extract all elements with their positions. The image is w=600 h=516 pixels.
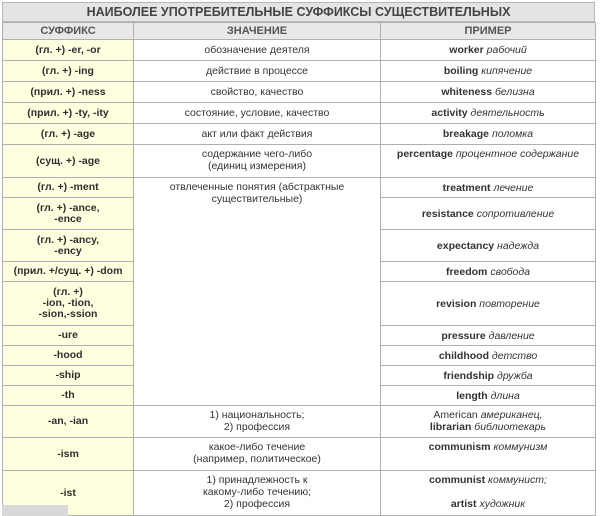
table-row bbox=[3, 406, 596, 438]
example-cell bbox=[381, 438, 596, 471]
example-cell bbox=[381, 326, 596, 346]
example-cell bbox=[381, 103, 596, 124]
suffix-line: -sion,-ssion bbox=[38, 308, 98, 320]
meaning-line: 2) профессия bbox=[223, 421, 291, 433]
example-translation: деятельность bbox=[470, 107, 545, 119]
example-translation: свобода bbox=[490, 265, 531, 278]
header-meaning: ЗНАЧЕНИЕ bbox=[134, 23, 381, 40]
suffix-cell: (гл. +) -ment bbox=[3, 178, 134, 198]
example-cell bbox=[381, 40, 596, 61]
table-row bbox=[3, 145, 596, 178]
suffix-cell: (прил. +) -ty, -ity bbox=[3, 103, 134, 124]
suffix-line: -ency bbox=[54, 244, 82, 257]
example-translation: кипячение bbox=[481, 65, 533, 77]
meaning-cell bbox=[134, 438, 381, 471]
meaning-cell bbox=[134, 406, 381, 438]
example-word: breakage bbox=[442, 128, 490, 140]
example-translation: сопротивление bbox=[476, 207, 555, 220]
example-cell bbox=[381, 262, 596, 282]
meaning-line: (единиц измерения) bbox=[208, 160, 306, 172]
example-word: boiling bbox=[443, 65, 479, 77]
example-translation: длина bbox=[490, 389, 520, 402]
suffix-table bbox=[2, 22, 596, 516]
example-translation: коммунист; bbox=[488, 474, 547, 486]
example-translation: лечение bbox=[493, 181, 534, 194]
suffix-line: -ence bbox=[54, 212, 82, 225]
example-cell bbox=[381, 366, 596, 386]
example-word: artist bbox=[450, 498, 477, 510]
example-cell bbox=[381, 282, 596, 326]
example-word: resistance bbox=[421, 207, 474, 220]
suffix-cell bbox=[3, 282, 134, 326]
example-cell bbox=[381, 471, 596, 516]
example-cell bbox=[381, 406, 596, 438]
suffix-cell: -ism bbox=[3, 438, 134, 471]
header-suffix: СУФФИКС bbox=[3, 23, 134, 40]
example-cell bbox=[381, 346, 596, 366]
example-cell bbox=[381, 82, 596, 103]
meaning-cell: действие в процессе bbox=[134, 61, 381, 82]
table-row bbox=[3, 103, 596, 124]
suffix-line: (гл. +) -ance, bbox=[36, 201, 100, 214]
example-word: pressure bbox=[441, 329, 486, 342]
example-word: whiteness bbox=[441, 86, 493, 98]
suffix-cell: (гл. +) -er, -or bbox=[3, 40, 134, 61]
example-translation: дружба bbox=[497, 369, 533, 382]
meaning-cell: свойство, качество bbox=[134, 82, 381, 103]
table-row bbox=[3, 61, 596, 82]
meaning-line: 1) принадлежность к bbox=[206, 474, 308, 486]
example-translation: надежда bbox=[497, 239, 540, 252]
suffix-cell: -ure bbox=[3, 326, 134, 346]
table-row bbox=[3, 124, 596, 145]
meaning-line: 1) национальность; bbox=[209, 409, 305, 421]
example-word: communism bbox=[428, 441, 491, 453]
example-word: percentage bbox=[396, 148, 453, 160]
page-footer-bar bbox=[2, 505, 68, 516]
example-translation: детство bbox=[491, 349, 538, 362]
example-translation: повторение bbox=[479, 297, 540, 310]
suffix-cell: (гл. +) -ing bbox=[3, 61, 134, 82]
suffix-line: (гл. +) -ancy, bbox=[36, 233, 100, 246]
table-row bbox=[3, 40, 596, 61]
example-translation: рабочий bbox=[486, 44, 527, 56]
example-translation: поломка bbox=[491, 128, 534, 140]
example-cell bbox=[381, 124, 596, 145]
suffix-cell: (прил. +/сущ. +) -dom bbox=[3, 262, 134, 282]
example-word: friendship bbox=[443, 369, 495, 382]
example-cell bbox=[381, 386, 596, 406]
suffix-line: -ion, -tion, bbox=[42, 297, 94, 309]
table-row bbox=[3, 438, 596, 471]
example-translation: белизна bbox=[495, 86, 535, 98]
example-word: treatment bbox=[442, 181, 491, 194]
suffix-line: (гл. +) bbox=[53, 286, 83, 298]
table-row bbox=[3, 178, 596, 198]
meaning-cell bbox=[134, 471, 381, 516]
suffix-cell bbox=[3, 230, 134, 262]
meaning-cell: обозначение деятеля bbox=[134, 40, 381, 61]
example-word: communist bbox=[429, 474, 486, 486]
example-translation: библиотекарь bbox=[474, 421, 547, 433]
meaning-cell bbox=[134, 178, 381, 406]
example-word: worker bbox=[449, 44, 484, 56]
suffix-cell: -ist bbox=[3, 471, 134, 516]
example-cell bbox=[381, 198, 596, 230]
example-word: revision bbox=[436, 297, 477, 310]
example-cell bbox=[381, 178, 596, 198]
example-word: length bbox=[456, 389, 488, 402]
table-row bbox=[3, 471, 596, 516]
header-example: ПРИМЕР bbox=[381, 23, 596, 40]
suffix-cell: -hood bbox=[3, 346, 134, 366]
meaning-cell: состояние, условие, качество bbox=[134, 103, 381, 124]
example-translation: американец, bbox=[480, 409, 543, 421]
meaning-line: (например, политическое) bbox=[193, 453, 321, 465]
example-word: freedom bbox=[445, 265, 488, 278]
suffix-cell: (прил. +) -ness bbox=[3, 82, 134, 103]
example-translation: давление bbox=[488, 329, 535, 342]
example-word: activity bbox=[431, 107, 468, 119]
meaning-line: отвлеченные понятия (абстрактные bbox=[169, 181, 345, 193]
suffix-cell: -th bbox=[3, 386, 134, 406]
meaning-line: содержание чего-либо bbox=[201, 148, 313, 160]
meaning-line: какому-либо течению; bbox=[202, 486, 311, 498]
suffix-cell bbox=[3, 198, 134, 230]
example-word: childhood bbox=[438, 349, 489, 362]
meaning-cell: акт или факт действия bbox=[134, 124, 381, 145]
meaning-line: какое-либо течение bbox=[208, 441, 306, 453]
example-translation: художник bbox=[479, 498, 526, 510]
header-row bbox=[3, 23, 596, 40]
table-title: НАИБОЛЕЕ УПОТРЕБИТЕЛЬНЫЕ СУФФИКСЫ СУЩЕСТВИТЕЛЬНЫХ bbox=[2, 2, 595, 22]
example-translation: процентное содержание bbox=[455, 148, 580, 160]
suffix-cell: (сущ. +) -age bbox=[3, 145, 134, 178]
example-cell bbox=[381, 61, 596, 82]
table-row bbox=[3, 82, 596, 103]
meaning-line: 2) профессия bbox=[223, 498, 291, 510]
suffix-cell: -an, -ian bbox=[3, 406, 134, 438]
suffix-cell: -ship bbox=[3, 366, 134, 386]
example-word: librarian bbox=[429, 421, 472, 433]
meaning-line: существительные) bbox=[211, 193, 303, 205]
suffix-cell: (гл. +) -age bbox=[3, 124, 134, 145]
example-cell bbox=[381, 230, 596, 262]
example-word: expectancy bbox=[436, 239, 495, 252]
example-cell bbox=[381, 145, 596, 178]
example-word: American bbox=[433, 409, 478, 421]
meaning-cell bbox=[134, 145, 381, 178]
example-translation: коммунизм bbox=[493, 441, 548, 453]
